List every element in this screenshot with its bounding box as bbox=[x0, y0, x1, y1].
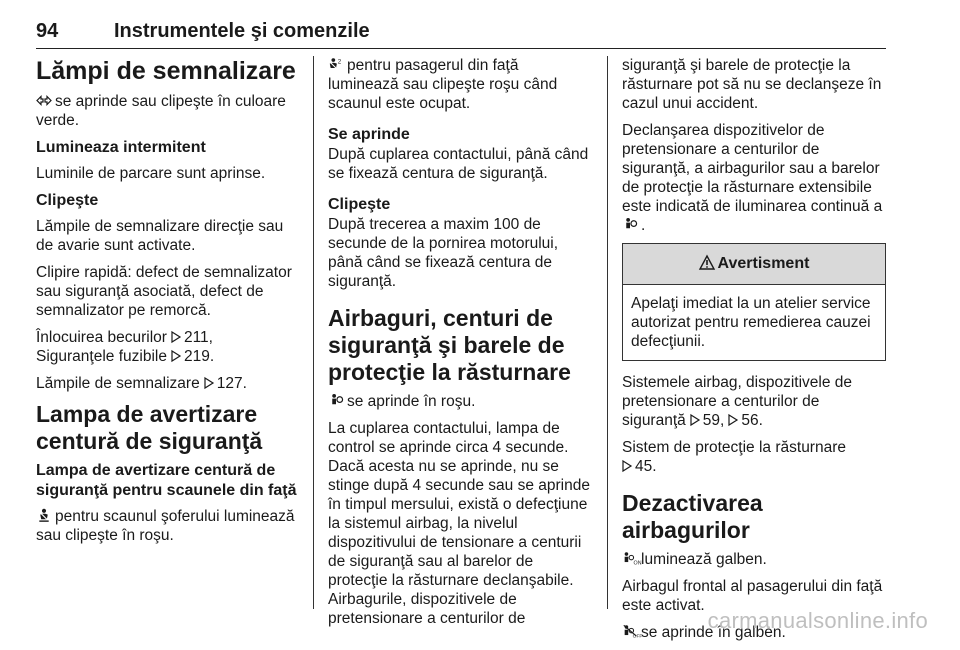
page-title: Instrumentele şi comenzile bbox=[114, 20, 370, 42]
page-reference-triangle-icon bbox=[171, 331, 181, 343]
page-reference-triangle-icon bbox=[204, 377, 214, 389]
systems-reference: Sistemele airbag, dispozitivele de pretensionare a centurilor de siguranţă 59, 56. bbox=[622, 374, 853, 429]
deployment-text: Declanşarea dispozitivelor de pretensionare a centurilor de siguranţă, a airbagurilor sau a barelor de protecţie la răsturnare extensibile este indicată de iluminarea continuă a . bbox=[622, 122, 883, 234]
airbag-off-text: OFF se aprinde în galben. bbox=[622, 623, 886, 642]
lights-up-text: După cuplarea contactului, până când se fixează centura de siguranţă. bbox=[328, 146, 589, 182]
column-2 bbox=[328, 56, 590, 636]
page-reference-triangle-icon bbox=[171, 350, 181, 362]
page-reference-triangle-icon bbox=[690, 414, 700, 426]
steady-text: Luminile de parcare sunt aprinse. bbox=[36, 165, 266, 182]
link-ref-211[interactable]: 211, bbox=[183, 329, 213, 346]
page-reference-triangle-icon bbox=[622, 460, 632, 472]
link-ref-59[interactable]: 59, bbox=[702, 412, 725, 429]
page-number: 94 bbox=[36, 20, 59, 42]
heading-turn-signals: Lămpi de semnalizare bbox=[36, 57, 296, 85]
warning-header bbox=[623, 244, 885, 285]
airbag-person-icon bbox=[328, 393, 344, 408]
svg-text:ON: ON bbox=[633, 560, 642, 567]
rollover-reference: Sistem de protecţie la răsturnare 45. bbox=[622, 439, 846, 475]
airbag-off-icon bbox=[622, 624, 643, 640]
header-divider bbox=[36, 48, 886, 49]
heading-front-seat-lamp: Lampa de avertizare centură de siguranţă pentru scaunele din faţă bbox=[36, 462, 297, 499]
heading-flashing: Clipeşte bbox=[36, 192, 99, 209]
front-airbag-text: Airbagul frontal al pasagerului din faţă este activat. bbox=[622, 578, 883, 614]
link-ref-127[interactable]: 127. bbox=[216, 375, 247, 392]
passenger-seatbelt-2-icon bbox=[328, 57, 344, 72]
heading-steady: Lumineaza intermitent bbox=[36, 139, 206, 156]
turn-signal-text: se aprinde sau clipeşte în culoare verde. bbox=[36, 93, 286, 129]
airbag-continued-text: siguranţă şi barele de protecţie la răsturnare pot să nu se declanşeze în cazul unui accident. bbox=[622, 57, 882, 112]
warning-body: Apelaţi imediat la un atelier service autorizat pentru remedierea cauzei defecţiunii. bbox=[631, 295, 871, 350]
link-ref-219[interactable]: 219. bbox=[183, 348, 215, 365]
driver-seatbelt-icon bbox=[36, 508, 52, 523]
column-divider-1 bbox=[313, 56, 314, 609]
airbag-red-text: se aprinde în roşu. bbox=[328, 392, 590, 411]
airbag-on-icon bbox=[622, 551, 642, 567]
heading-lights-up: Se aprinde bbox=[328, 126, 410, 143]
airbag-on-text: ON luminează galben. bbox=[622, 550, 886, 569]
airbag-person-icon bbox=[622, 217, 638, 232]
link-ref-45[interactable]: 45. bbox=[635, 458, 657, 475]
watermark: carmanualsonline.info bbox=[707, 608, 928, 633]
svg-text:OFF: OFF bbox=[632, 634, 643, 640]
lamps-reference: Lămpile de semnalizare 127. bbox=[36, 375, 247, 392]
airbag-description: La cuplarea contactului, lampa de control se aprinde circa 4 secunde. Dacă acesta nu se aprinde, nu se stinge după 4 secunde sau se aprinde în timpul mersului, există o defecţiune la sistemul airbag, la nivelul dispozitivului de tensionare a centurii de siguranţă sau al barelor de protecţie la răsturnare declanşabile. Airbagurile, dispozitivele de pretensionare a centurilor de bbox=[328, 420, 590, 627]
turn-signal-arrows-icon bbox=[36, 93, 52, 108]
svg-text:2: 2 bbox=[337, 58, 342, 66]
column-1 bbox=[36, 56, 300, 553]
heading-blinks: Clipeşte bbox=[328, 196, 391, 213]
driver-seatbelt-text: pentru scaunul şoferului luminează sau clipeşte în roşu. bbox=[36, 508, 295, 544]
warning-title: Avertisment bbox=[717, 255, 810, 272]
warning-box bbox=[622, 243, 886, 361]
page-reference-triangle-icon bbox=[728, 414, 738, 426]
heading-airbag-deactivation: Dezactivarea airbagurilor bbox=[622, 490, 763, 543]
warning-triangle-icon bbox=[699, 255, 715, 270]
flashing-text-1: Lămpile de semnalizare direcţie sau de avarie sunt activate. bbox=[36, 218, 284, 254]
heading-airbags: Airbaguri, centuri de siguranţă şi barele de protecţie la răsturnare bbox=[328, 305, 571, 385]
flashing-text-2: Clipire rapidă: defect de semnalizator sau siguranţă asociată, defect de semnalizator pe remorcă. bbox=[36, 264, 292, 319]
bulb-references: Înlocuirea becurilor 211, Siguranţele fuzibile 219. bbox=[36, 329, 215, 365]
column-divider-2 bbox=[607, 56, 608, 609]
passenger-seatbelt-text: 2 pentru pasagerul din faţă luminează sau clipeşte roşu când scaunul este ocupat. bbox=[328, 57, 558, 112]
link-ref-56[interactable]: 56. bbox=[741, 412, 763, 429]
column-3 bbox=[622, 56, 886, 650]
heading-seatbelt-lamp: Lampa de avertizare centură de siguranţă bbox=[36, 401, 263, 454]
page-header bbox=[36, 20, 886, 50]
blinks-text: După trecerea a maxim 100 de secunde de la pornirea motorului, până când se fixează centura de siguranţă. bbox=[328, 216, 559, 290]
